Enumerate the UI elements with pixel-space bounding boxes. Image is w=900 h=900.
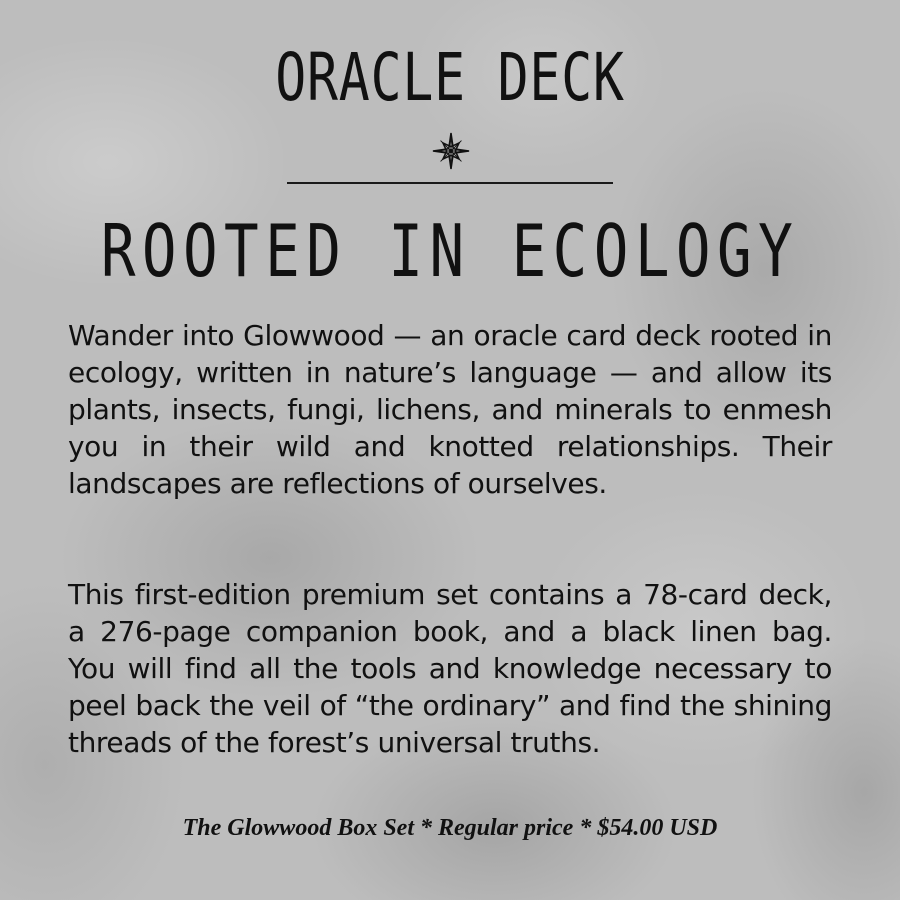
compass-star-icon	[432, 132, 470, 170]
title-divider	[287, 182, 613, 184]
title-oracle-deck: ORACLE DECK	[275, 39, 625, 116]
title-rooted-in-ecology: ROOTED IN ECOLOGY	[100, 209, 800, 293]
description-paragraph-2: This first-edition premium set contains a 78-card deck, a 276-page companion book, and a black linen bag. You will find all the tools and knowledge necessary to peel back the veil of “the ordinary” and find the shining threads of the forest’s universal truths.	[68, 578, 832, 759]
description-paragraph-1: Wander into Glowwood — an oracle card deck rooted in ecology, written in nature’s language — and allow its plants, insects, fungi, lichens, and minerals to enmesh you in their wild and knotted relationships. Their landscapes are reflections of ourselves.	[68, 319, 832, 500]
price-line: The Glowwood Box Set * Regular price * $54.00 USD	[182, 815, 718, 841]
